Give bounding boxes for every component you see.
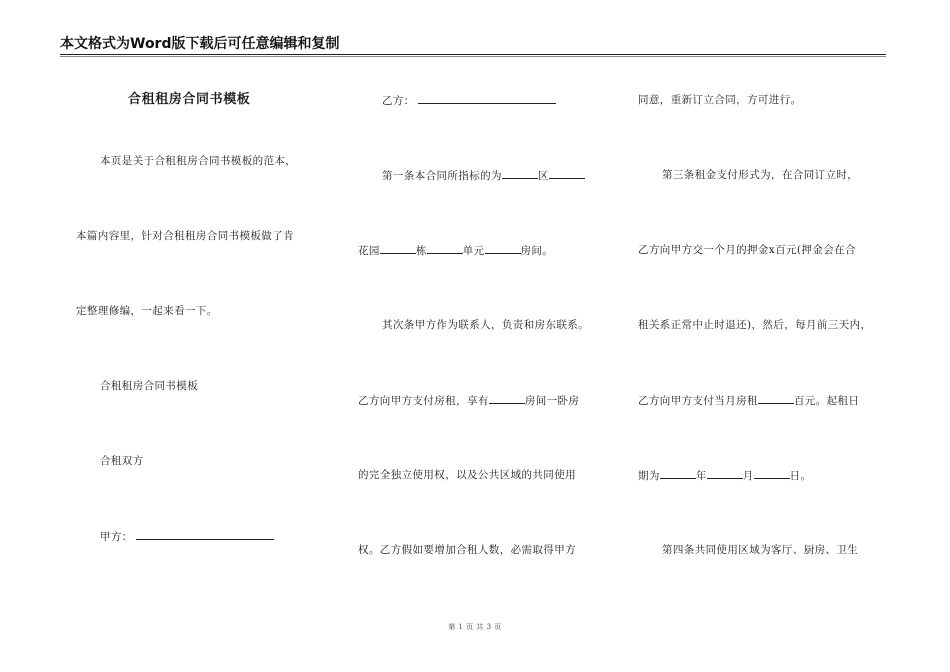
paragraph-line: 定整理修编，一起来看一下。 [76, 305, 218, 317]
fill-blank [427, 243, 463, 254]
party-b-line [382, 93, 556, 108]
text-span: 百元。起租日 [793, 395, 860, 407]
text-span: 区 [537, 170, 549, 182]
document-title: 合租租房合同书模板 [128, 92, 251, 107]
fill-blank [660, 468, 696, 479]
fill-blank [489, 393, 525, 404]
paragraph-line: 权。乙方假如要增加合租人数，必需取得甲方 [358, 544, 576, 556]
party-b-blank [418, 93, 556, 104]
text-span: 日。 [789, 470, 812, 482]
text-span: 乙方向甲方支付当月房租 [638, 395, 758, 407]
paragraph-line [358, 393, 579, 408]
fill-blank [707, 468, 743, 479]
paragraph-line: 乙方向甲方交一个月的押金x百元(押金会在合 [638, 244, 856, 256]
text-column-1 [76, 0, 326, 672]
paragraph-line: 第四条共同使用区域为客厅、厨房、卫生 [662, 544, 859, 556]
party-b-label: 乙方： [382, 95, 415, 107]
text-span: 栋 [415, 245, 427, 257]
page-number: 第 1 页 共 3 页 [448, 623, 502, 631]
party-a-line [100, 529, 274, 544]
paragraph-line [382, 168, 585, 183]
party-a-blank [136, 529, 274, 540]
paragraph-line [638, 468, 811, 483]
text-column-2 [358, 0, 616, 672]
fill-blank [758, 393, 794, 404]
text-span: 房间。 [520, 245, 554, 257]
paragraph-line: 的完全独立使用权，以及公共区域的共同使用 [358, 469, 576, 481]
fill-blank [502, 168, 538, 179]
paragraph-line: 同意，重新订立合同，方可进行。 [638, 94, 802, 106]
text-span: 花园 [358, 245, 380, 257]
party-a-label: 甲方： [100, 531, 133, 543]
text-span: 月 [742, 470, 754, 482]
paragraph-line [638, 393, 859, 408]
text-span: 乙方向甲方支付房租，享有 [358, 395, 489, 407]
text-span: 第一条本合同所指标的为 [382, 170, 502, 182]
paragraph-line: 第三条租金支付形式为，在合同订立时， [662, 169, 859, 181]
paragraph-line: 其次条甲方作为联系人，负责和房东联系。 [382, 319, 590, 331]
paragraph-line: 租关系正常中止时退还)，然后，每月前三天内， [638, 319, 872, 331]
fill-blank [380, 243, 416, 254]
paragraph-line: 本篇内容里，针对合租租房合同书模板做了肯 [76, 230, 294, 242]
text-span: 期为 [638, 470, 660, 482]
text-column-3 [638, 0, 898, 672]
paragraph-line: 本页是关于合租租房合同书模板的范本， [100, 155, 297, 167]
text-span: 年 [695, 470, 707, 482]
document-header-banner: 本文格式为Word版下载后可任意编辑和复制 [60, 36, 340, 52]
section-heading: 合租租房合同书模板 [100, 380, 199, 392]
fill-blank [754, 468, 790, 479]
fill-blank [485, 243, 521, 254]
section-heading: 合租双方 [100, 455, 144, 467]
fill-blank [549, 168, 585, 179]
text-span: 单元 [462, 245, 485, 257]
paragraph-line [358, 243, 553, 258]
text-span: 房间一卧房 [524, 395, 580, 407]
